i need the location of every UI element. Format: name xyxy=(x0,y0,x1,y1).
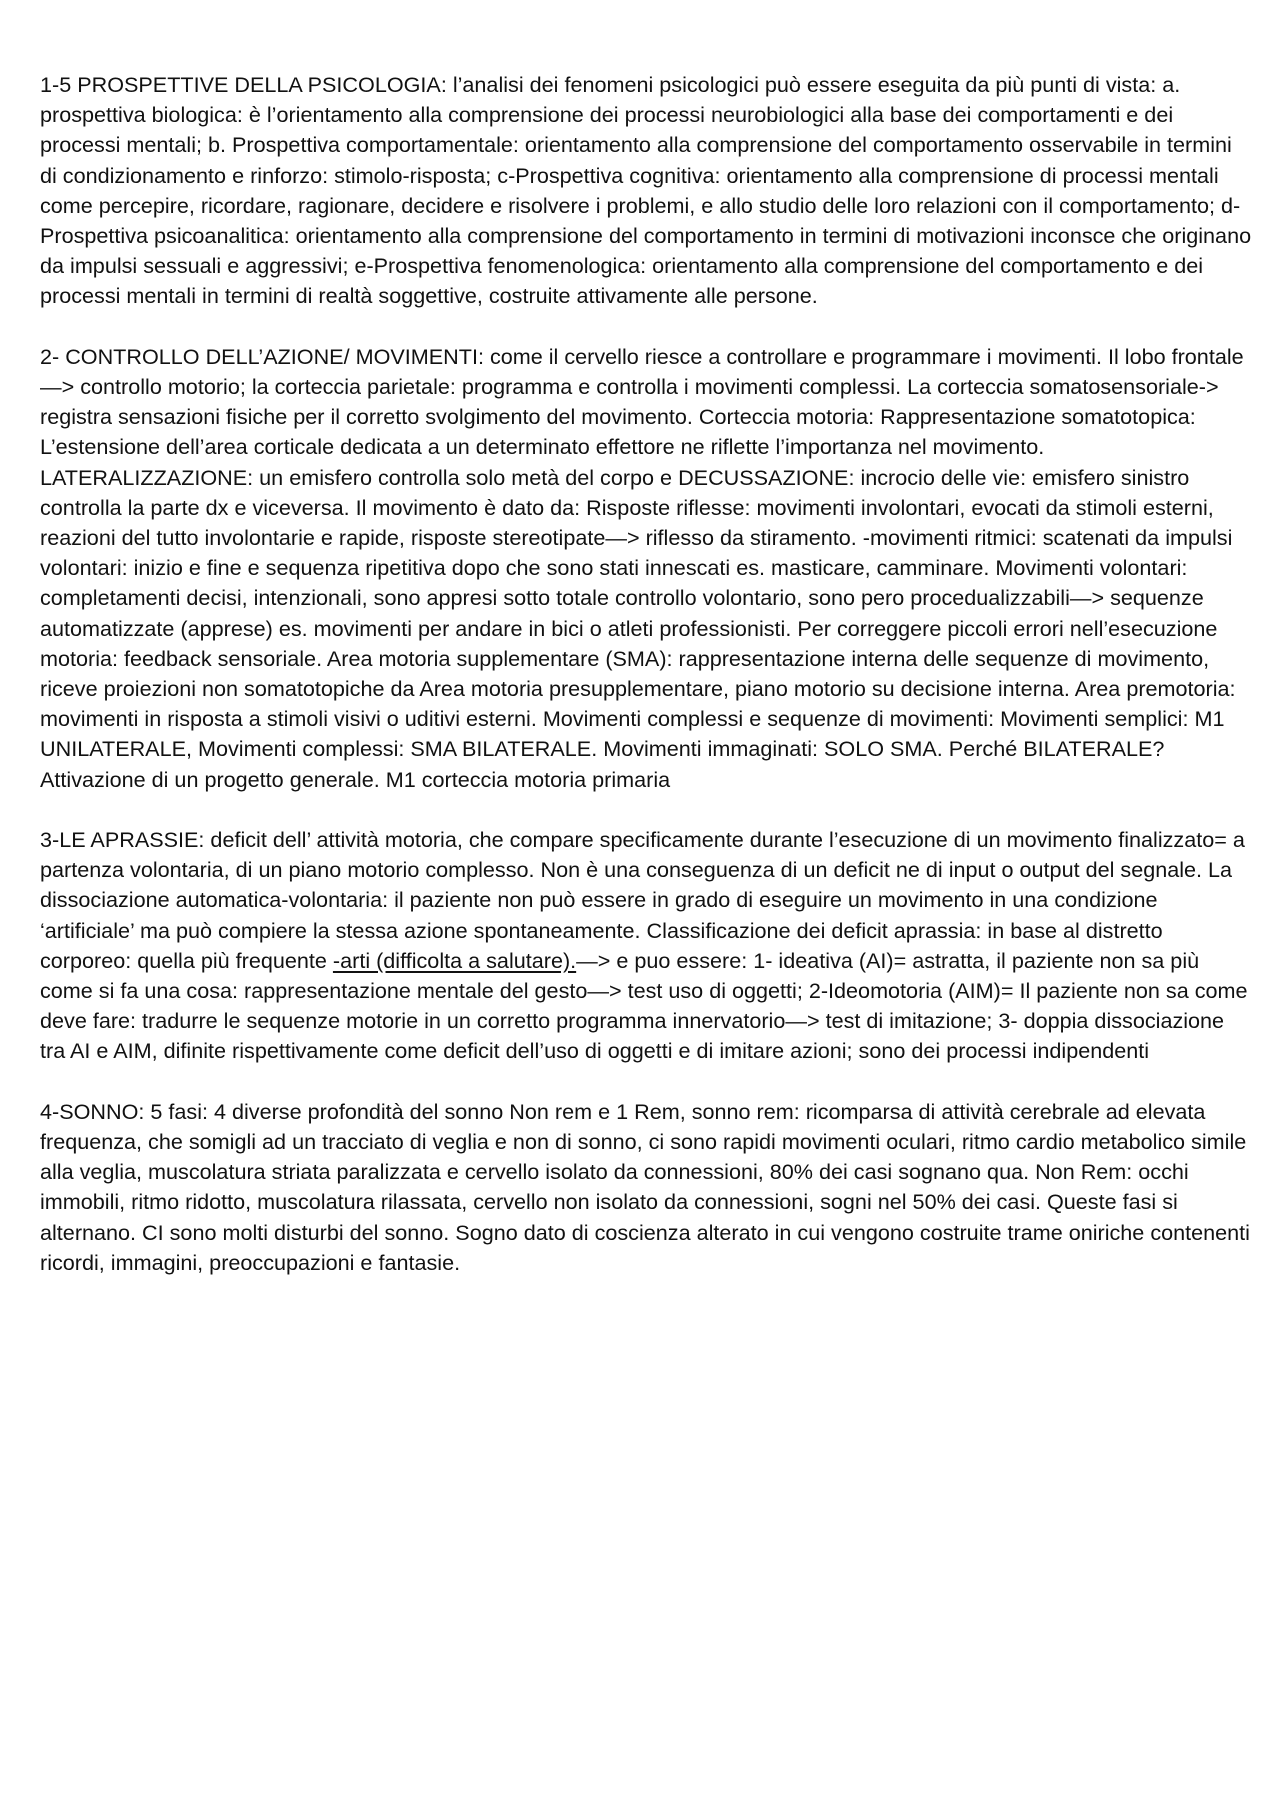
aprassie-text-after: —> e puo essere: 1- ideativa (AI)= astratta, il paziente non sa più come si fa una cosa: rappresentazione mentale del gesto—> test uso di oggetti; 2-Ideomotoria (AIM)= Il paziente non sa come deve fare: tradurre le sequenze motorie in un corretto programma innervatorio—> test di imitazione; 3- doppia dissociazione tra AI e AIM, difinite rispettivamente come deficit dell’uso di oggetti e di imitare azioni; sono dei processi indipendenti xyxy=(40,947,1248,1064)
document-page xyxy=(40,70,1252,1308)
paragraph-prospettive-psicologia: 1-5 PROSPETTIVE DELLA PSICOLOGIA: l’analisi dei fenomeni psicologici può essere eseguita da più punti di vista: a. prospettiva biologica: è l’orientamento alla comprensione dei processi neurobiologici alla base dei comportamenti e dei processi mentali; b. Prospettiva comportamentale: orientamento alla comprensione del comportamento osservabile in termini di condizionamento e rinforzo: stimolo-risposta; c-Prospettiva cognitiva: orientamento alla comprensione di processi mentali come percepire, ricordare, ragionare, decidere e risolvere i problemi, e allo studio delle loro relazioni con il comportamento; d-Prospettiva psicoanalitica: orientamento alla comprensione del comportamento in termini di motivazioni inconsce che originano da impulsi sessuali e aggressivi; e-Prospettiva fenomenologica: orientamento alla comprensione del comportamento e dei processi mentali in termini di realtà soggettive, costruite attivamente alle persone. xyxy=(40,72,1252,309)
paragraph-controllo-azione: 2- CONTROLLO DELL’AZIONE/ MOVIMENTI: come il cervello riesce a controllare e programmare i movimenti. Il lobo frontale—> controllo motorio; la corteccia parietale: programma e controlla i movimenti complessi. La corteccia somatosensoriale-> registra sensazioni fisiche per il corretto svolgimento del movimento. Corteccia motoria: Rappresentazione somatotopica: L’estensione dell’area corticale dedicata a un determinato effettore ne riflette l’importanza nel movimento. LATERALIZZAZIONE: un emisfero controlla solo metà del corpo e DECUSSAZIONE: incrocio delle vie: emisfero sinistro controlla la parte dx e viceversa. Il movimento è dato da: Risposte riflesse: movimenti involontari, evocati da stimoli esterni, reazioni del tutto involontarie e rapide, risposte stereotipate—> riflesso da stiramento. -movimenti ritmici: scatenati da impulsi volontari: inizio e fine e sequenza ripetitiva dopo che sono stati innescati es. masticare, camminare. Movimenti volontari: completamenti decisi, intenzionali, sono appresi sotto totale controllo volontario, sono pero procedualizzabili—> sequenze automatizzate (apprese) es. movimenti per andare in bici o atleti professionisti. Per correggere piccoli errori nell’esecuzione motoria: feedback sensoriale. Area motoria supplementare (SMA): rappresentazione interna delle sequenze di movimento, riceve proiezioni non somatotopiche da Area motoria presupplementare, piano motorio su decisione interna. Area premotoria: movimenti in risposta a stimoli visivi o uditivi esterni. Movimenti complessi e sequenze di movimenti: Movimenti semplici: M1 UNILATERALE, Movimenti complessi: SMA BILATERALE. Movimenti immaginati: SOLO SMA. Perché BILATERALE? Attivazione di un progetto generale. M1 corteccia motoria primaria xyxy=(40,343,1244,792)
paragraph-aprassie xyxy=(40,825,1252,1067)
aprassie-text-before: 3-LE APRASSIE: deficit dell’ attività motoria, che compare specificamente durante l’esecuzione di un movimento finalizzato= a partenza volontaria, di un piano motorio complesso. Non è una conseguenza di un deficit ne di input o output del segnale. La dissociazione automatica-volontaria: il paziente non può essere in grado di eseguire un movimento in una condizione ‘artificiale’ ma può compiere la stessa azione spontaneamente. Classificazione dei deficit aprassia: in base al distretto corporeo: quella più frequente xyxy=(40,827,1245,973)
aprassie-underlined-text: -arti (difficolta a salutare). xyxy=(332,947,577,973)
paragraph-sonno: 4-SONNO: 5 fasi: 4 diverse profondità del sonno Non rem e 1 Rem, sonno rem: ricomparsa di attività cerebrale ad elevata frequenza, che somigli ad un tracciato di veglia e non di sonno, ci sono rapidi movimenti oculari, ritmo cardio metabolico simile alla veglia, muscolatura striata paralizzata e cervello isolato da connessioni, 80% dei casi sognano qua. Non Rem: occhi immobili, ritmo ridotto, muscolatura rilassata, cervello non isolato da connessioni, sogni nel 50% dei casi. Queste fasi si alternano. CI sono molti disturbi del sonno. Sogno dato di coscienza alterato in cui vengono costruite trame oniriche contenenti ricordi, immagini, preoccupazioni e fantasie. xyxy=(40,1098,1250,1275)
